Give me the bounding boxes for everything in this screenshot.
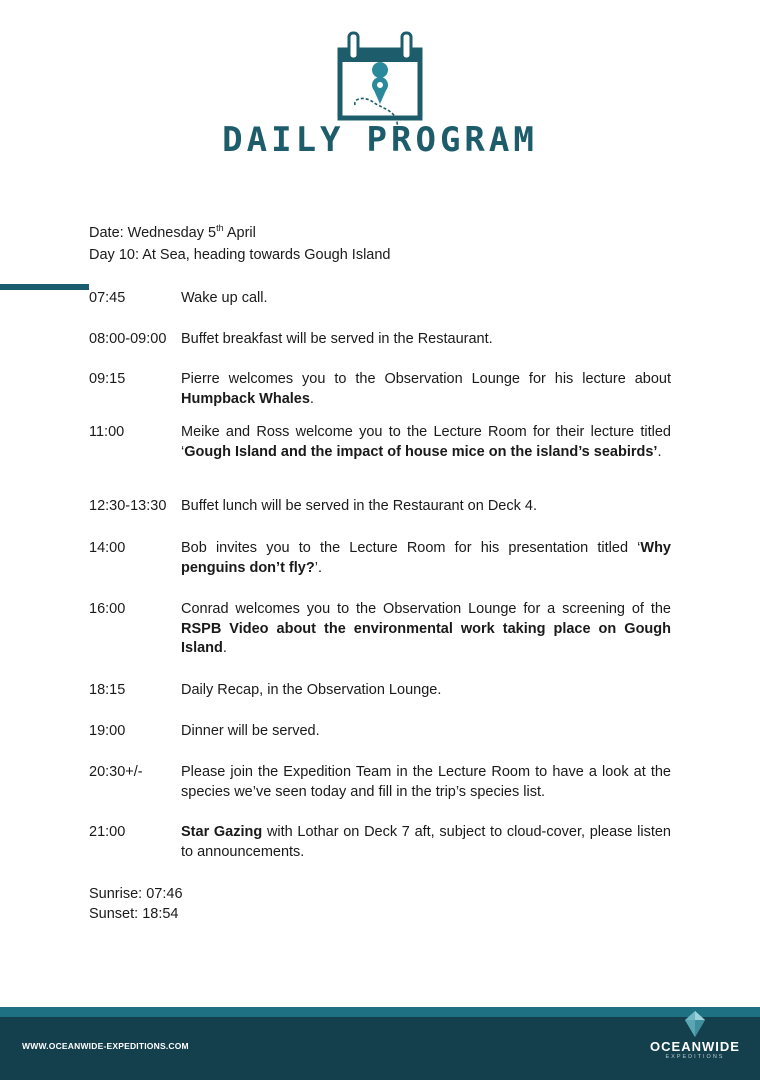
title-word-program: PROGRAM	[366, 120, 538, 160]
page-title	[0, 118, 760, 162]
entry-description: Please join the Expedition Team in the Lecture Room to have a look at the species we’ve seen today and fill in the trip’s species list.	[181, 764, 671, 800]
entry-description: Dinner will be served.	[181, 723, 320, 739]
diamond-icon	[685, 1011, 705, 1037]
day-line: Day 10: At Sea, heading towards Gough Island	[89, 247, 391, 263]
accent-bar	[0, 284, 89, 290]
brand-subtitle: EXPEDITIONS	[665, 1054, 725, 1060]
entry-description: Daily Recap, in the Observation Lounge.	[181, 682, 442, 698]
entry-time: 09:15	[89, 371, 126, 387]
entry-description: Buffet breakfast will be served in the Restaurant.	[181, 331, 493, 347]
date-prefix: Date: Wednesday 5	[89, 224, 217, 241]
brand-name: OCEANWIDE	[650, 1039, 740, 1054]
entry-time: 11:00	[89, 424, 125, 440]
entry-description: Conrad welcomes you to the Observation Lounge for a screening of the RSPB Video about the environmental work taking place on Gough Island.	[181, 601, 671, 656]
entry-time: 21:00	[89, 824, 126, 840]
entry-time: 18:15	[89, 682, 126, 698]
entry-time: 16:00	[89, 601, 126, 617]
website-link[interactable]: WWW.OCEANWIDE-EXPEDITIONS.COM	[22, 1041, 189, 1051]
entry-time: 07:45	[89, 290, 126, 306]
footer	[0, 1017, 760, 1080]
footer-stripe	[0, 1007, 760, 1017]
date-ordinal: th	[216, 223, 224, 233]
entry-description: Meike and Ross welcome you to the Lecture Room for their lecture titled ‘Gough Island and the impact of house mice on the island’s seabirds’.	[181, 424, 671, 460]
sunrise-text: Sunrise: 07:46	[89, 886, 183, 902]
date-line	[89, 219, 256, 242]
entry-description: Bob invites you to the Lecture Room for his presentation titled ‘Why penguins don’t fly?’.	[181, 540, 671, 576]
entry-description: Wake up call.	[181, 290, 268, 306]
entry-time: 08:00-09:00	[89, 331, 167, 347]
entry-time: 14:00	[89, 540, 126, 556]
title-word-daily: DAILY	[222, 120, 345, 160]
entry-time: 12:30-13:30	[89, 498, 167, 514]
sunset-text: Sunset: 18:54	[89, 906, 179, 922]
entry-time: 19:00	[89, 723, 126, 739]
entry-description: Star Gazing with Lothar on Deck 7 aft, subject to cloud-cover, please listen to announcements.	[181, 824, 671, 860]
entry-description: Pierre welcomes you to the Observation Lounge for his lecture about Humpback Whales.	[181, 371, 671, 407]
entry-description: Buffet lunch will be served in the Restaurant on Deck 4.	[181, 498, 537, 514]
entry-time: 20:30+/-	[89, 764, 143, 780]
date-month: April	[223, 224, 256, 241]
oceanwide-logo	[642, 1017, 748, 1080]
